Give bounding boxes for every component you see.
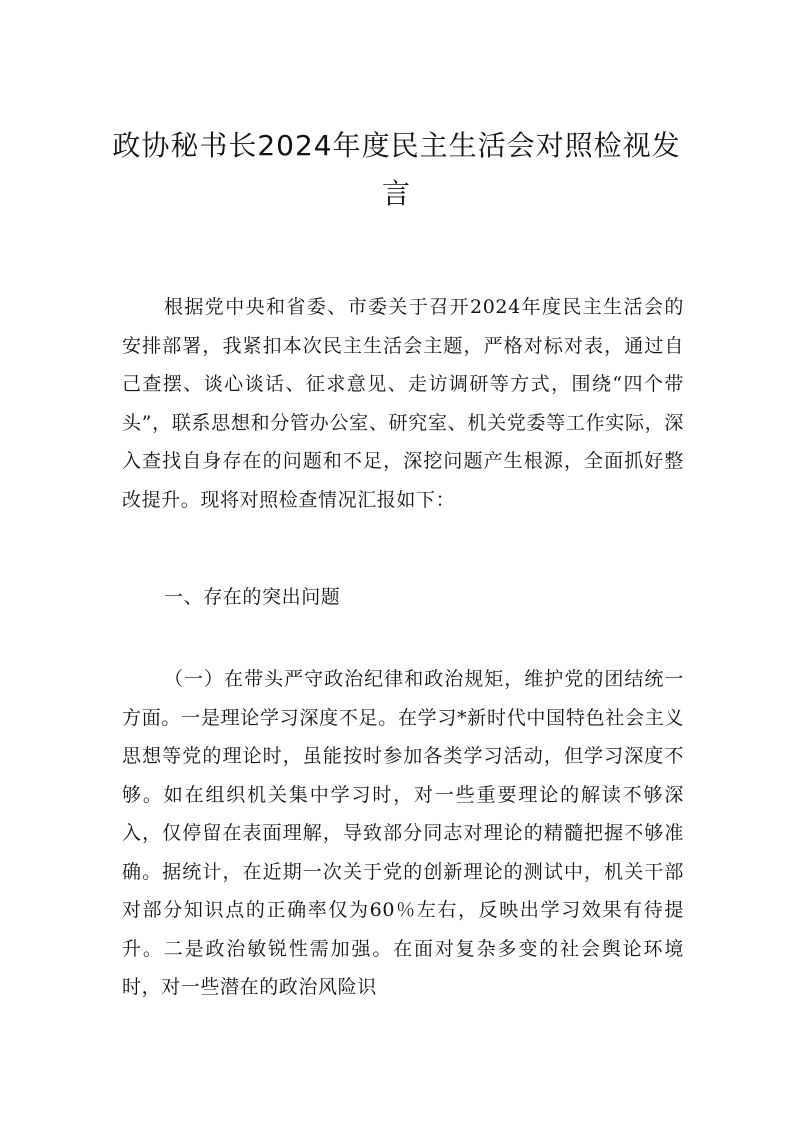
intro-paragraph: 根据党中央和省委、市委关于召开2024年度民主生活会的安排部署，我紧扣本次民主生活会主题，严格对标对表，通过自己查摆、谈心谈话、征求意见、走访调研等方式，围绕“四个带头”，联系思想和分管办公室、研究室、机关党委等工作实际，深入查找自身存在的问题和不足，深挖问题产生根源，全面抓好整改提升。现将对照检查情况汇报如下：	[122, 296, 684, 511]
body-paragraph: （一）在带头严守政治纪律和政治规矩，维护党的团结统一方面。一是理论学习深度不足。在学习*新时代中国特色社会主义思想等党的理论时，虽能按时参加各类学习活动，但学习深度不够。如在组织机关集中学习时，对一些重要理论的解读不够深入，仅停留在表面理解，导致部分同志对理论的精髓把握不够准确。据统计，在近期一次关于党的创新理论的测试中，机关干部对部分知识点的正确率仅为60％左右，反映出学习效果有待提升。二是政治敏锐性需加强。在面对复杂多变的社会舆论环境时，对一些潜在的政治风险识	[122, 668, 684, 998]
document-title: 政协秘书长2024年度民主生活会对照检视发言	[112, 129, 681, 210]
section-heading: 一、存在的突出问题	[164, 586, 341, 608]
